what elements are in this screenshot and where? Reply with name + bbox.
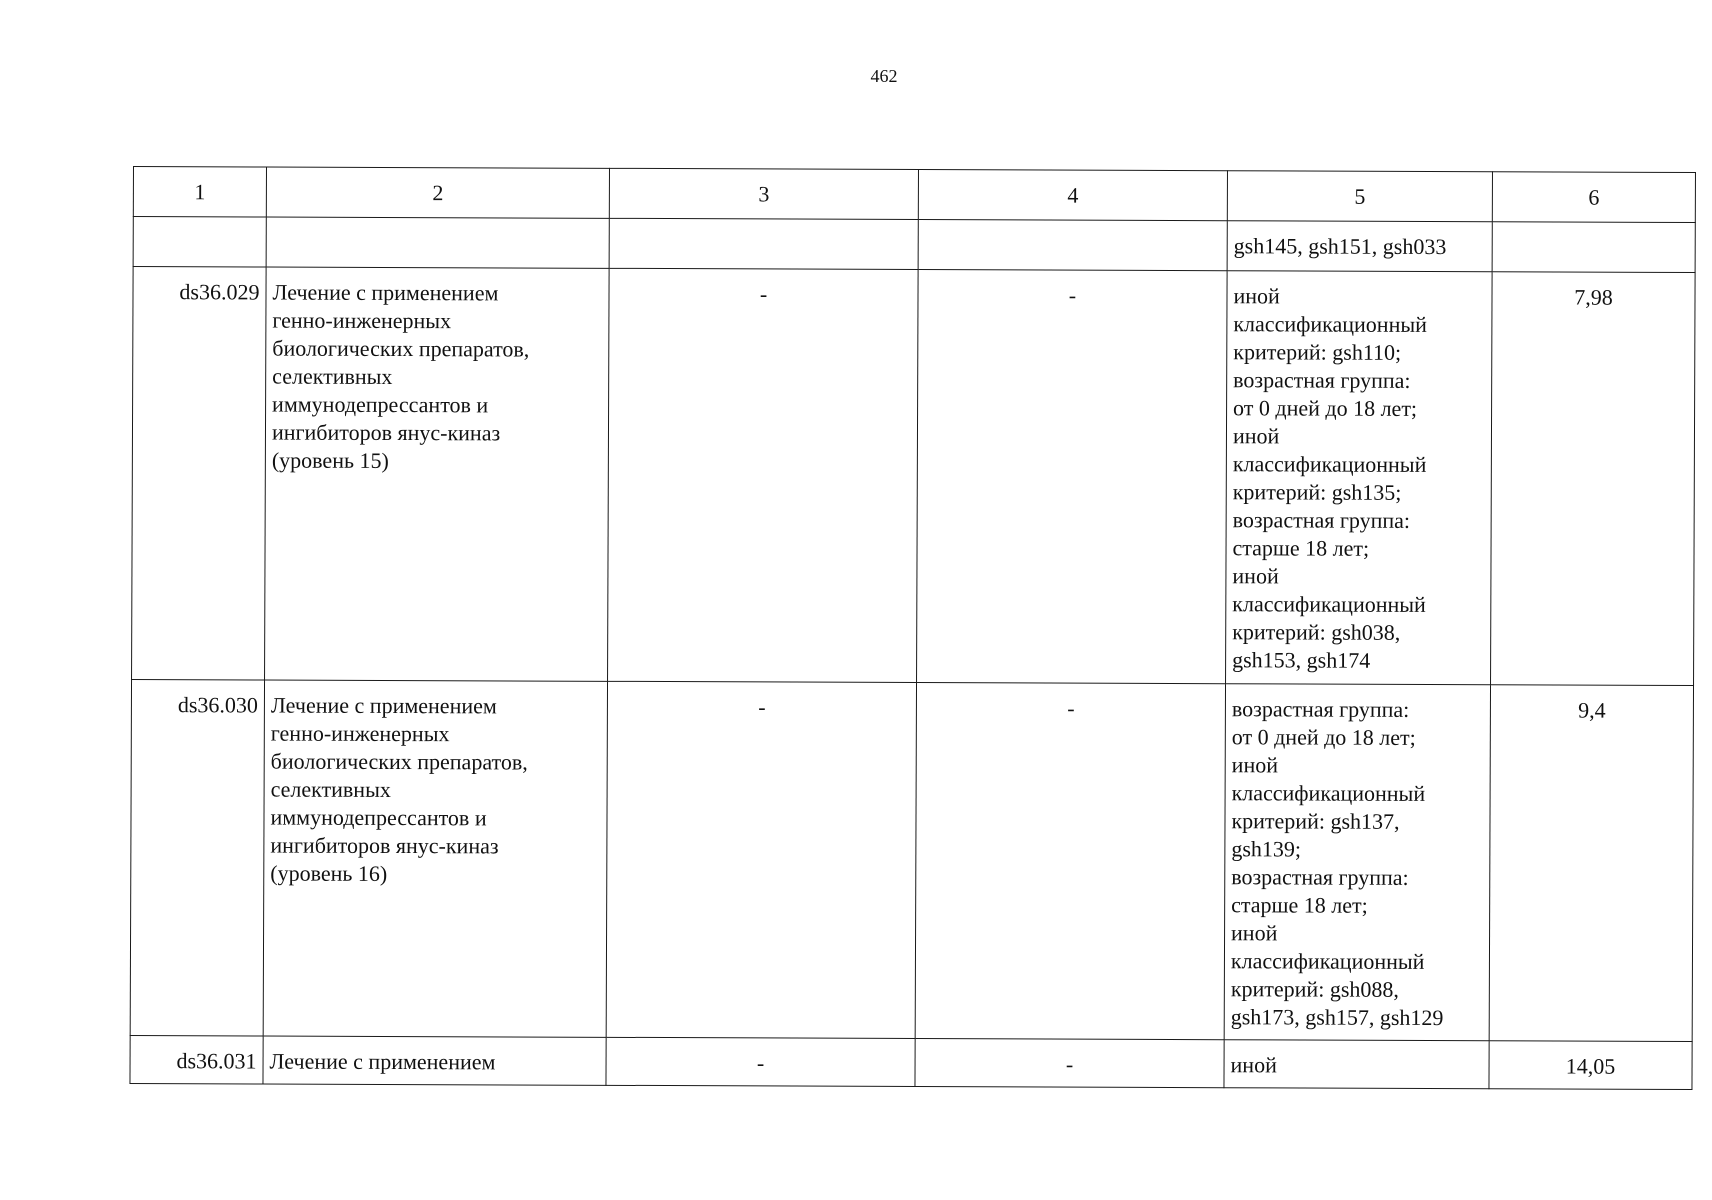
page-number: 462	[870, 66, 898, 86]
row-col3: -	[608, 268, 919, 682]
row-criteria: иной классификационный критерий: gsh110; возрастная группа: от 0 дней до 18 лет; иной классификационный критерий: gsh135; возрастная группа: старше 18 лет; иной классификационный критерий: gsh038, gsh153, gsh174	[1226, 271, 1493, 685]
header-col-6: 6	[1492, 172, 1695, 223]
row-code: ds36.029	[132, 267, 267, 681]
header-col-2: 2	[266, 167, 609, 218]
row-criteria: иной	[1224, 1040, 1489, 1089]
row-col3: -	[606, 681, 916, 1038]
table-row	[132, 267, 1696, 686]
cont-cell-criteria: gsh145, gsh151, gsh033	[1227, 221, 1492, 272]
header-col-4: 4	[918, 170, 1227, 221]
header-col-1: 1	[133, 167, 266, 218]
cont-cell-6	[1492, 222, 1695, 273]
cont-cell-1	[133, 217, 266, 268]
row-name: Лечение с применением генно-инженерных биологических препаратов, селективных иммунодепрессантов и ингибиторов янус-киназ (уровень 16)	[263, 680, 607, 1037]
row-col3: -	[606, 1037, 915, 1086]
cont-cell-3	[609, 218, 918, 269]
cont-cell-2	[266, 217, 609, 268]
row-coefficient: 14,05	[1489, 1041, 1692, 1090]
cont-cell-4	[918, 220, 1227, 271]
tariff-table	[129, 166, 1696, 1090]
table-row	[130, 679, 1693, 1041]
row-col4: -	[915, 683, 1225, 1040]
header-col-5: 5	[1227, 171, 1492, 222]
table-header-row	[133, 167, 1695, 223]
row-name: Лечение с применением	[263, 1036, 606, 1085]
row-name: Лечение с применением генно-инженерных биологических препаратов, селективных иммунодепрессантов и ингибиторов янус-киназ (уровень 15)	[265, 267, 610, 681]
header-col-3: 3	[609, 168, 918, 219]
row-code: ds36.030	[130, 679, 264, 1036]
row-coefficient: 7,98	[1491, 272, 1696, 686]
continuation-row	[133, 217, 1695, 273]
row-code: ds36.031	[130, 1035, 263, 1084]
row-coefficient: 9,4	[1489, 685, 1693, 1042]
table-row	[130, 1035, 1692, 1089]
row-criteria: возрастная группа: от 0 дней до 18 лет; иной классификационный критерий: gsh137, gsh139; возрастная группа: старше 18 лет; иной классификационный критерий: gsh088, gsh173, gsh157, gsh129	[1224, 684, 1490, 1041]
row-col4: -	[917, 270, 1228, 684]
row-col4: -	[915, 1039, 1224, 1088]
